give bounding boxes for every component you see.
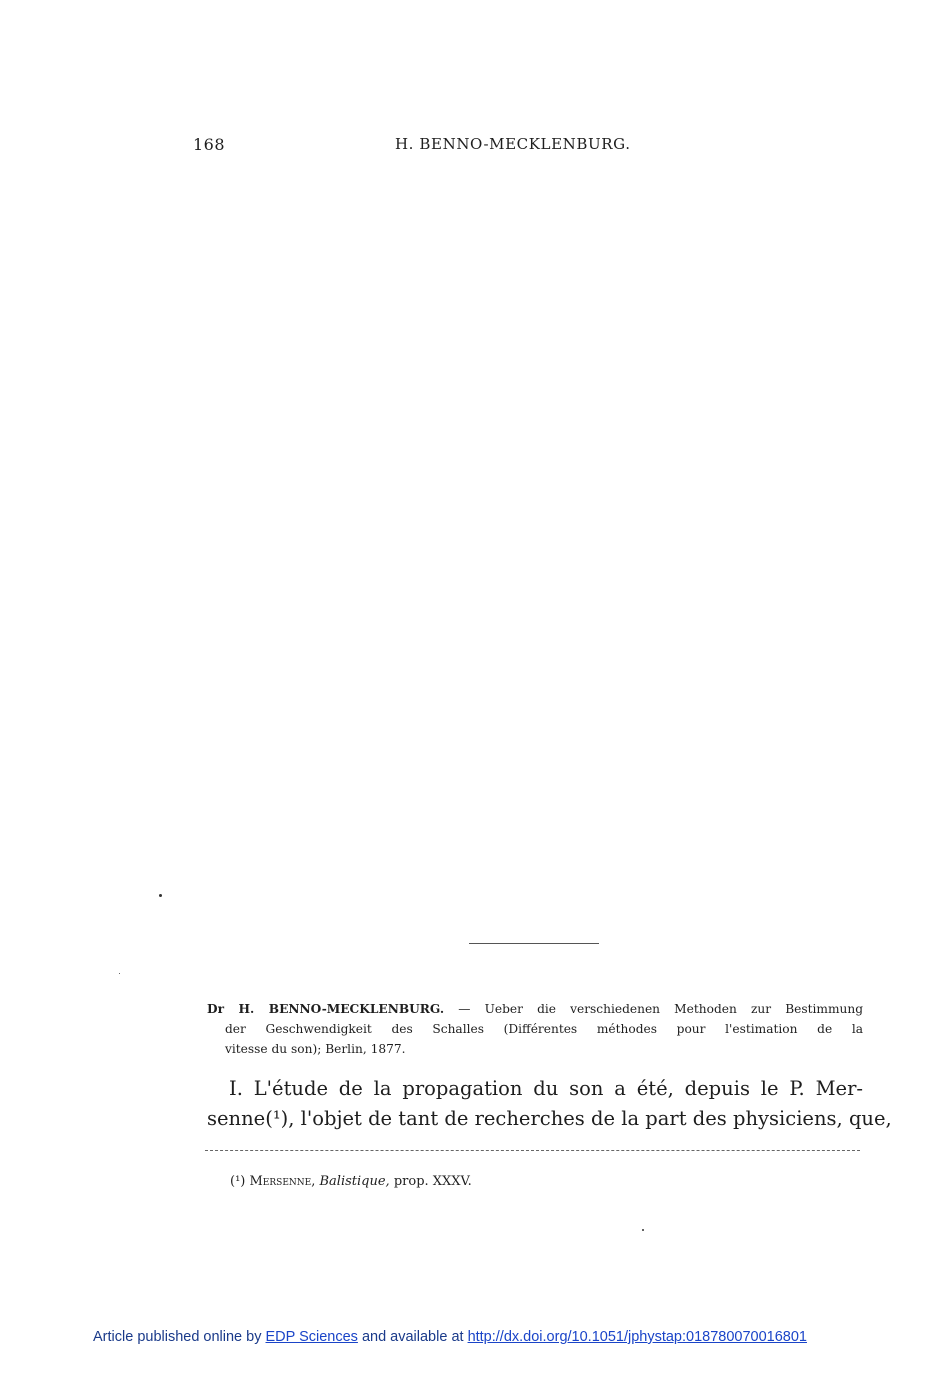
- page-number: 168: [193, 135, 226, 154]
- article-title: — Ueber die verschiedenen Methoden zur Bestimmung: [458, 1002, 864, 1016]
- footnote-title: Balistique,: [319, 1174, 390, 1189]
- scan-speck: [642, 1229, 644, 1231]
- publication-footer: [0, 1329, 900, 1345]
- article-header: [207, 999, 863, 1059]
- footnote-marker: (¹): [230, 1174, 246, 1189]
- running-head: H. BENNO-MECKLENBURG.: [395, 135, 631, 153]
- section-rule: [469, 943, 599, 944]
- article-header-line: vitesse du son); Berlin, 1877.: [225, 1042, 406, 1056]
- doi-link[interactable]: http://dx.doi.org/10.1051/jphystap:018780070016801: [467, 1329, 807, 1345]
- footnote-ref: prop. XXXV.: [393, 1174, 472, 1189]
- body-paragraph: [207, 1074, 892, 1134]
- body-line: senne(¹), l'objet de tant de recherches de la part des physiciens, que,: [207, 1107, 892, 1130]
- article-author: Dr H. BENNO-MECKLENBURG.: [207, 1002, 445, 1016]
- footer-prefix: Article published online by: [93, 1329, 262, 1345]
- article-header-line: [207, 999, 863, 1019]
- scan-speck: [159, 894, 162, 897]
- publisher-link[interactable]: EDP Sciences: [265, 1329, 358, 1345]
- body-line: I. L'étude de la propagation du son a été, depuis le P. Mer-: [229, 1077, 863, 1100]
- article-header-line: der Geschwendigkeit des Schalles (Différentes méthodes pour l'estimation de la: [225, 1022, 863, 1036]
- footnote: [230, 1174, 472, 1189]
- scan-speck: [119, 973, 120, 974]
- footnote-rule: [205, 1150, 860, 1152]
- footer-middle: and available at: [361, 1329, 464, 1345]
- footnote-author: Mersenne,: [249, 1174, 316, 1189]
